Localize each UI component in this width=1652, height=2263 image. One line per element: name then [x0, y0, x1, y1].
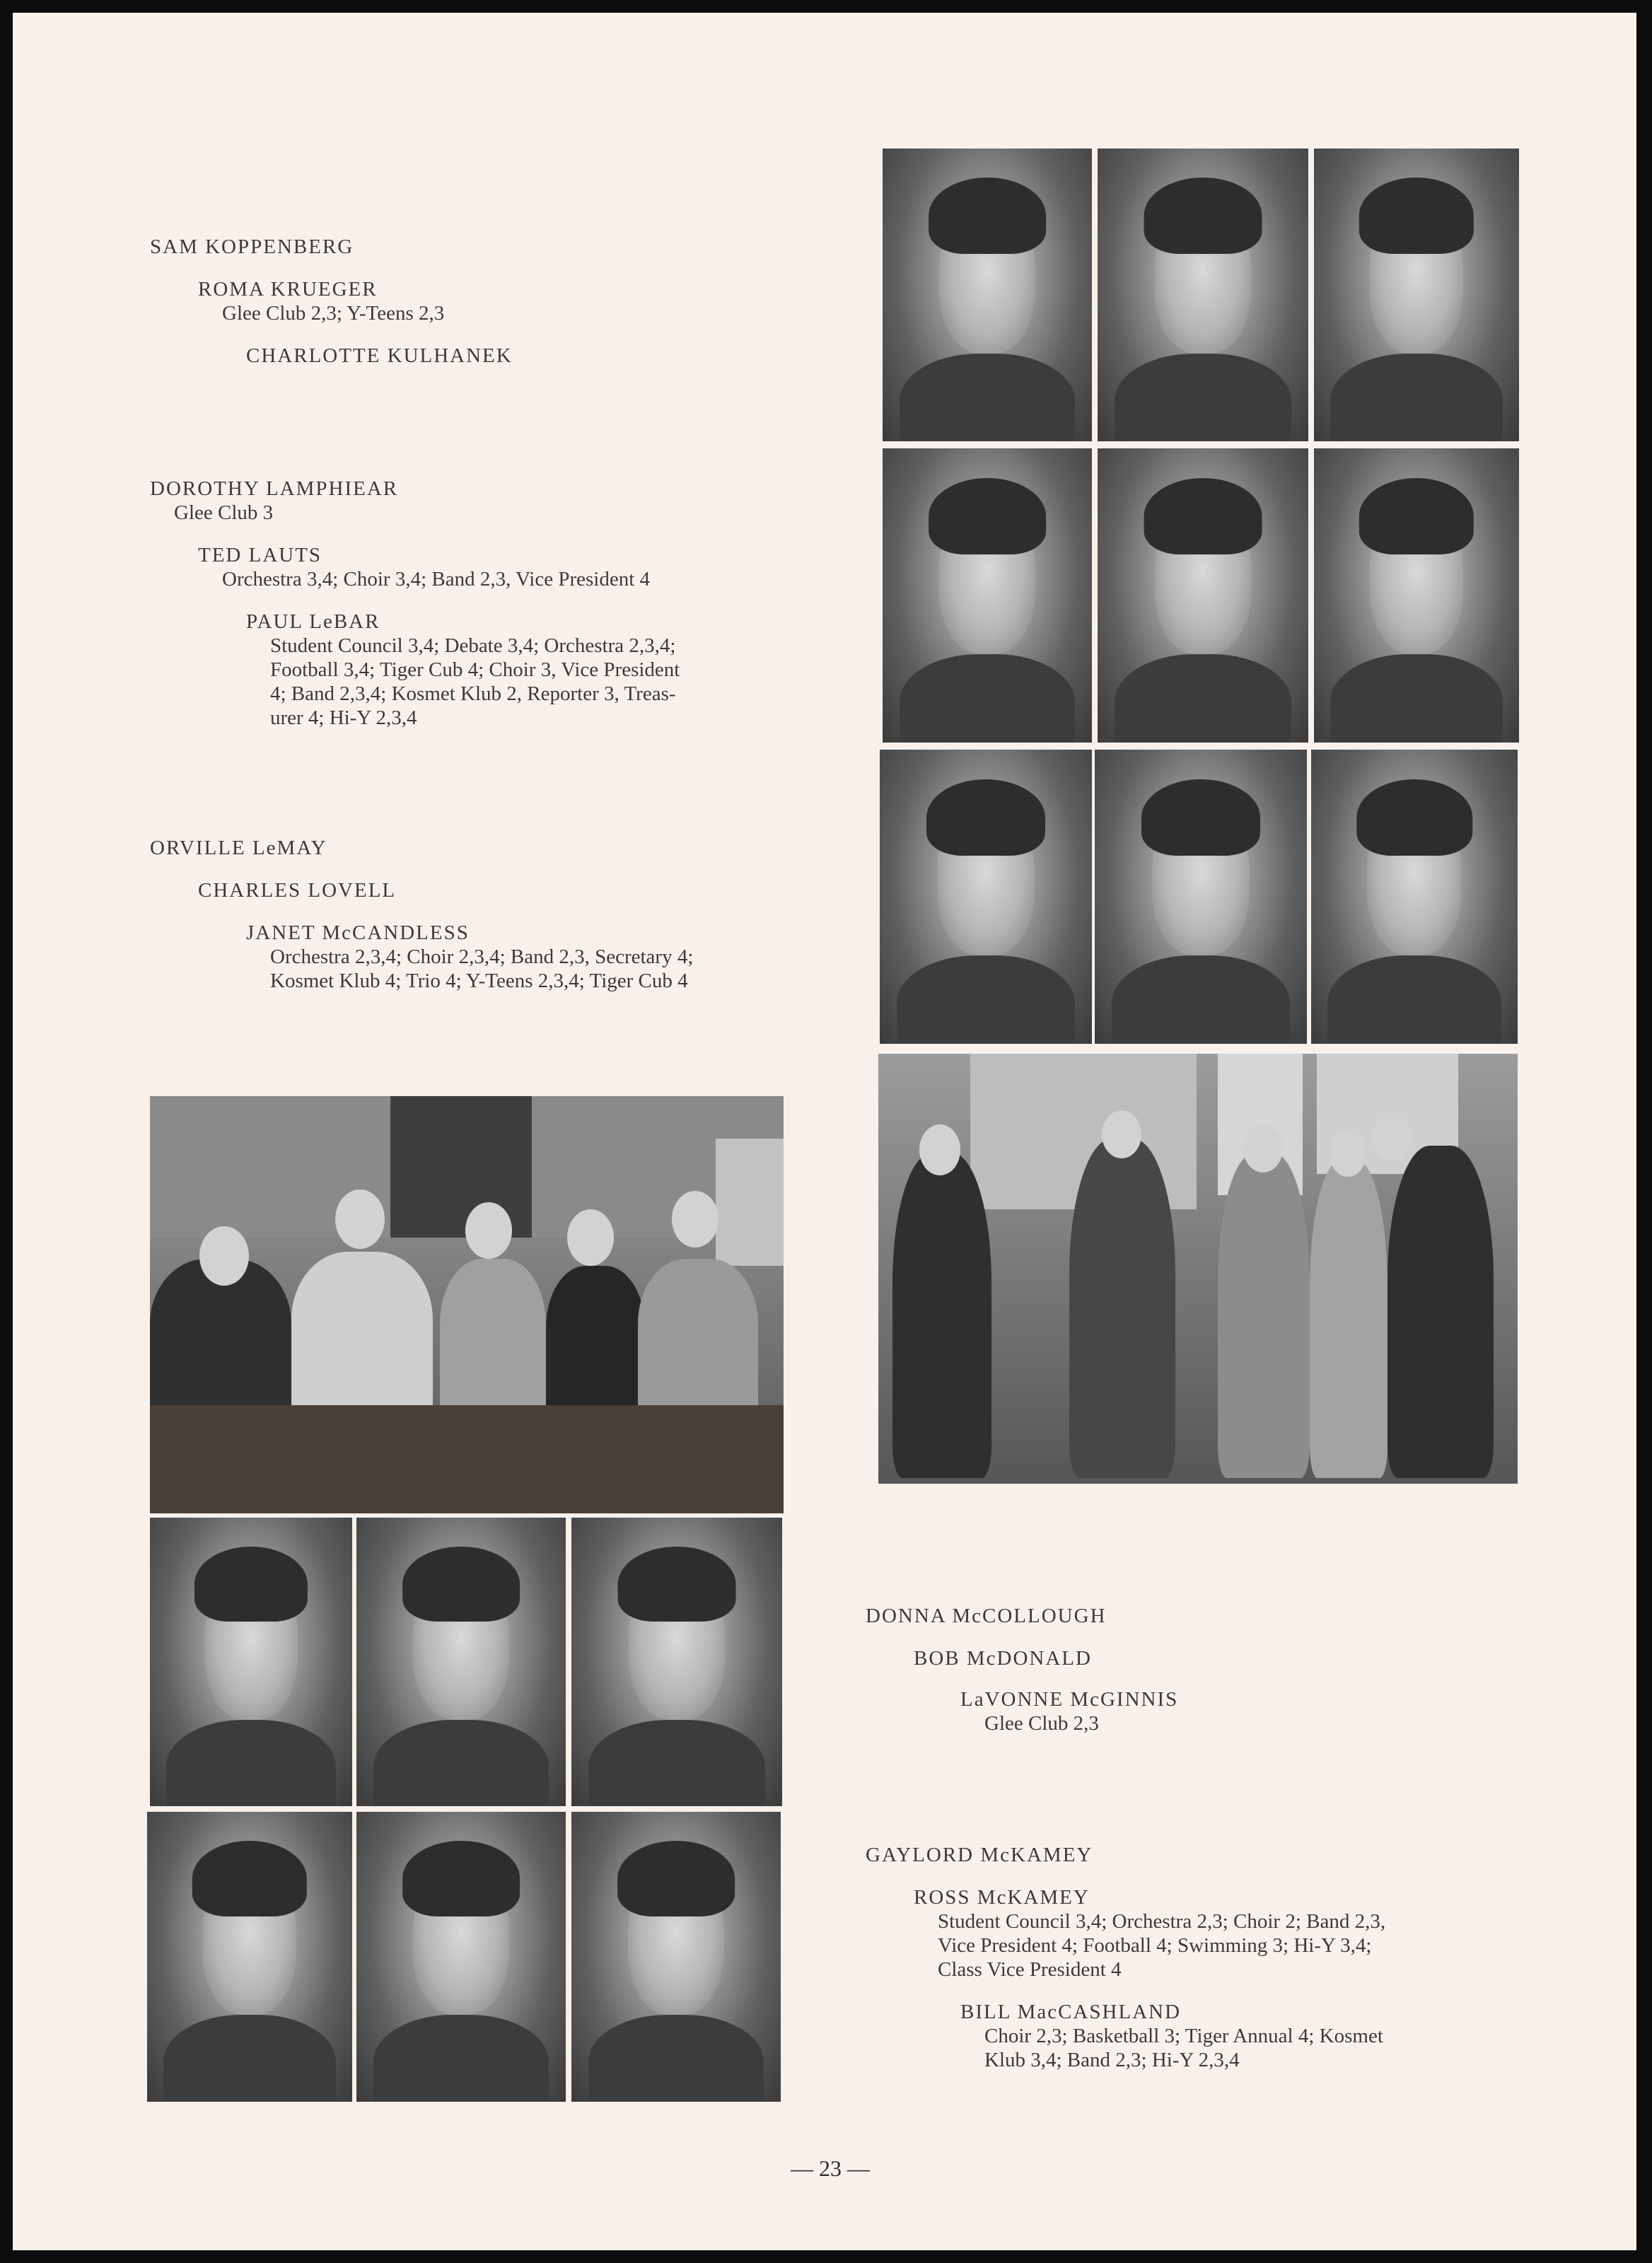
student-activities: Glee Club 3: [174, 501, 274, 524]
student-activities: Football 3,4; Tiger Cub 4; Choir 3, Vice President: [270, 658, 680, 681]
student-activities: Vice President 4; Football 4; Swimming 3; Hi-Y 3,4;: [938, 1934, 1372, 1957]
portrait-photo: [571, 1518, 782, 1806]
portrait-photo: [1314, 149, 1519, 441]
student-activities: Orchestra 2,3,4; Choir 2,3,4; Band 2,3, Secretary 4;: [270, 946, 694, 968]
portrait-photo: [883, 149, 1092, 441]
student-name: DONNA McCOLLOUGH: [866, 1605, 1107, 1627]
student-activities: Student Council 3,4; Orchestra 2,3; Choir 2; Band 2,3,: [938, 1910, 1386, 1933]
portrait-photo: [1098, 448, 1308, 743]
group-photo-classroom: [150, 1096, 784, 1513]
portrait-photo: [150, 1518, 352, 1806]
student-activities: urer 4; Hi-Y 2,3,4: [270, 706, 417, 729]
portrait-photo: [1098, 149, 1308, 441]
portrait-photo: [571, 1812, 781, 2102]
yearbook-page: [13, 13, 1636, 2250]
portrait-photo: [1095, 750, 1307, 1044]
student-activities: 4; Band 2,3,4; Kosmet Klub 2, Reporter 3, Treas-: [270, 682, 676, 705]
student-activities: Student Council 3,4; Debate 3,4; Orchestra 2,3,4;: [270, 634, 676, 657]
portrait-photo: [1314, 448, 1519, 743]
student-name: SAM KOPPENBERG: [150, 235, 354, 258]
portrait-photo: [356, 1812, 566, 2102]
student-name: PAUL LeBAR: [246, 610, 380, 633]
student-name: GAYLORD McKAMEY: [866, 1844, 1093, 1866]
student-name: CHARLES LOVELL: [198, 879, 397, 902]
student-activities: Klub 3,4; Band 2,3; Hi-Y 2,3,4: [984, 2049, 1240, 2071]
portrait-photo: [880, 750, 1092, 1044]
student-activities: Glee Club 2,3: [984, 1712, 1099, 1735]
student-name: LaVONNE McGINNIS: [960, 1688, 1179, 1711]
student-activities: Glee Club 2,3; Y-Teens 2,3: [222, 302, 445, 325]
page-number: — 23 —: [791, 2156, 870, 2181]
student-activities: Choir 2,3; Basketball 3; Tiger Annual 4; Kosmet: [984, 2025, 1383, 2047]
student-activities: Class Vice President 4: [938, 1958, 1122, 1981]
portrait-photo: [147, 1812, 352, 2102]
student-activities: Kosmet Klub 4; Trio 4; Y-Teens 2,3,4; Tiger Cub 4: [270, 970, 688, 992]
student-name: ROSS McKAMEY: [914, 1886, 1090, 1909]
portrait-photo: [883, 448, 1092, 743]
student-name: ORVILLE LeMAY: [150, 837, 327, 859]
group-photo-hallway: [878, 1054, 1518, 1484]
student-name: TED LAUTS: [198, 544, 322, 566]
portrait-photo: [356, 1518, 566, 1806]
student-name: BOB McDONALD: [914, 1647, 1092, 1670]
student-name: BILL MacCASHLAND: [960, 2001, 1182, 2023]
student-name: CHARLOTTE KULHANEK: [246, 344, 513, 367]
portrait-photo: [1311, 750, 1518, 1044]
student-activities: Orchestra 3,4; Choir 3,4; Band 2,3, Vice President 4: [222, 568, 651, 591]
student-name: DOROTHY LAMPHIEAR: [150, 477, 399, 500]
student-name: JANET McCANDLESS: [246, 921, 470, 944]
student-name: ROMA KRUEGER: [198, 278, 378, 301]
